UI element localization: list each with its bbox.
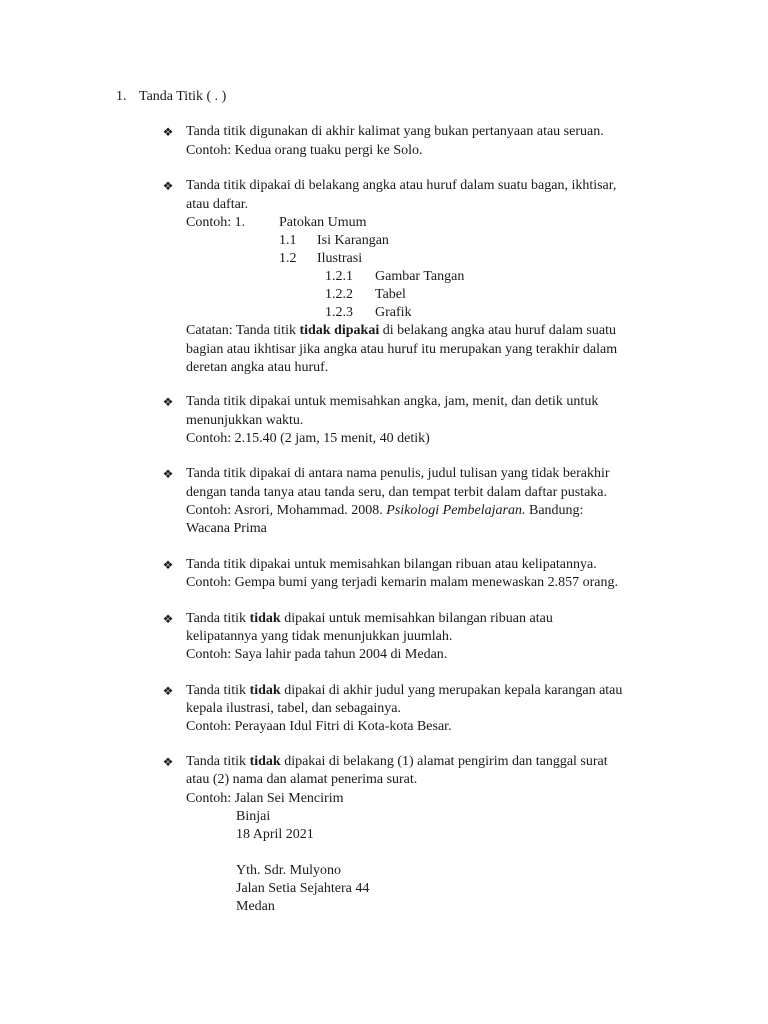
address-line: Yth. Sdr. Mulyono xyxy=(236,863,342,878)
address-line: Medan xyxy=(236,899,275,914)
diamond-bullet-icon: ❖ xyxy=(162,558,174,572)
item-3-line-2: menunjukkan waktu. xyxy=(186,413,304,428)
outline-level-2-text: Isi Karangan xyxy=(317,233,389,248)
item-1-example: Contoh: Kedua orang tuaku pergi ke Solo. xyxy=(186,143,423,158)
outline-level-2-text: Ilustrasi xyxy=(317,251,363,266)
item-2-note-line-3: deretan angka atau huruf. xyxy=(186,360,329,375)
diamond-bullet-icon: ❖ xyxy=(162,125,174,139)
item-2-line-1: Tanda titik dipakai di belakang angka atau huruf dalam suatu bagan, ikhtisar, xyxy=(186,178,617,193)
outline-level-3-number: 1.2.3 xyxy=(325,305,353,320)
heading-title: Tanda Titik ( . ) xyxy=(139,89,227,104)
item-2-example-label: Contoh: 1. xyxy=(186,215,246,230)
item-4-line-2: dengan tanda tanya atau tanda seru, dan tempat terbit dalam daftar pustaka. xyxy=(186,485,607,500)
item-8-line-1: Tanda titik tidak dipakai di belakang (1) alamat pengirim dan tanggal surat xyxy=(186,754,608,769)
diamond-bullet-icon: ❖ xyxy=(162,179,174,193)
item-4-line-1: Tanda titik dipakai di antara nama penulis, judul tulisan yang tidak berakhir xyxy=(186,466,610,481)
item-6-line-1: Tanda titik tidak dipakai untuk memisahkan bilangan ribuan atau xyxy=(186,611,553,626)
diamond-bullet-icon: ❖ xyxy=(162,684,174,698)
item-7-line-2: kepala ilustrasi, tabel, dan sebagainya. xyxy=(186,701,401,716)
outline-level-2-number: 1.1 xyxy=(279,233,297,248)
item-7-line-1: Tanda titik tidak dipakai di akhir judul yang merupakan kepala karangan atau xyxy=(186,683,623,698)
outline-level-3-number: 1.2.2 xyxy=(325,287,353,302)
address-line: Jalan Setia Sejahtera 44 xyxy=(236,881,370,896)
address-line: 18 April 2021 xyxy=(236,827,314,842)
item-2-note-line-1: Catatan: Tanda titik tidak dipakai di belakang angka atau huruf dalam suatu xyxy=(186,323,616,338)
outline-level-3-text: Gambar Tangan xyxy=(375,269,465,284)
item-4-example-line-2: Wacana Prima xyxy=(186,521,267,536)
item-3-example: Contoh: 2.15.40 (2 jam, 15 menit, 40 detik) xyxy=(186,431,430,446)
item-5-line-1: Tanda titik dipakai untuk memisahkan bilangan ribuan atau kelipatannya. xyxy=(186,557,597,572)
item-2-note-line-2: bagian atau ikhtisar jika angka atau huruf itu merupakan yang terakhir dalam xyxy=(186,342,618,357)
item-8-line-2: atau (2) nama dan alamat penerima surat. xyxy=(186,772,418,787)
outline-level-3-number: 1.2.1 xyxy=(325,269,353,284)
outline-level-3-text: Grafik xyxy=(375,305,412,320)
outline-level-2-number: 1.2 xyxy=(279,251,297,266)
item-6-example: Contoh: Saya lahir pada tahun 2004 di Medan. xyxy=(186,647,448,662)
diamond-bullet-icon: ❖ xyxy=(162,755,174,769)
item-4-example: Contoh: Asrori, Mohammad. 2008. Psikologi Pembelajaran. Bandung: xyxy=(186,503,584,518)
item-6-line-2: kelipatannya yang tidak menunjukkan juumlah. xyxy=(186,629,453,644)
item-7-example: Contoh: Perayaan Idul Fitri di Kota-kota Besar. xyxy=(186,719,452,734)
item-1-line-1: Tanda titik digunakan di akhir kalimat yang bukan pertanyaan atau seruan. xyxy=(186,124,604,139)
item-5-example: Contoh: Gempa bumi yang terjadi kemarin malam menewaskan 2.857 orang. xyxy=(186,575,618,590)
outline-level-3-text: Tabel xyxy=(375,287,406,302)
heading-number: 1. xyxy=(116,89,127,104)
diamond-bullet-icon: ❖ xyxy=(162,612,174,626)
outline-level-1-text: Patokan Umum xyxy=(279,215,367,230)
item-3-line-1: Tanda titik dipakai untuk memisahkan angka, jam, menit, dan detik untuk xyxy=(186,394,599,409)
item-8-example: Contoh: Jalan Sei Mencirim xyxy=(186,791,344,806)
diamond-bullet-icon: ❖ xyxy=(162,467,174,481)
diamond-bullet-icon: ❖ xyxy=(162,395,174,409)
item-2-line-2: atau daftar. xyxy=(186,197,249,212)
address-line: Binjai xyxy=(236,809,271,824)
